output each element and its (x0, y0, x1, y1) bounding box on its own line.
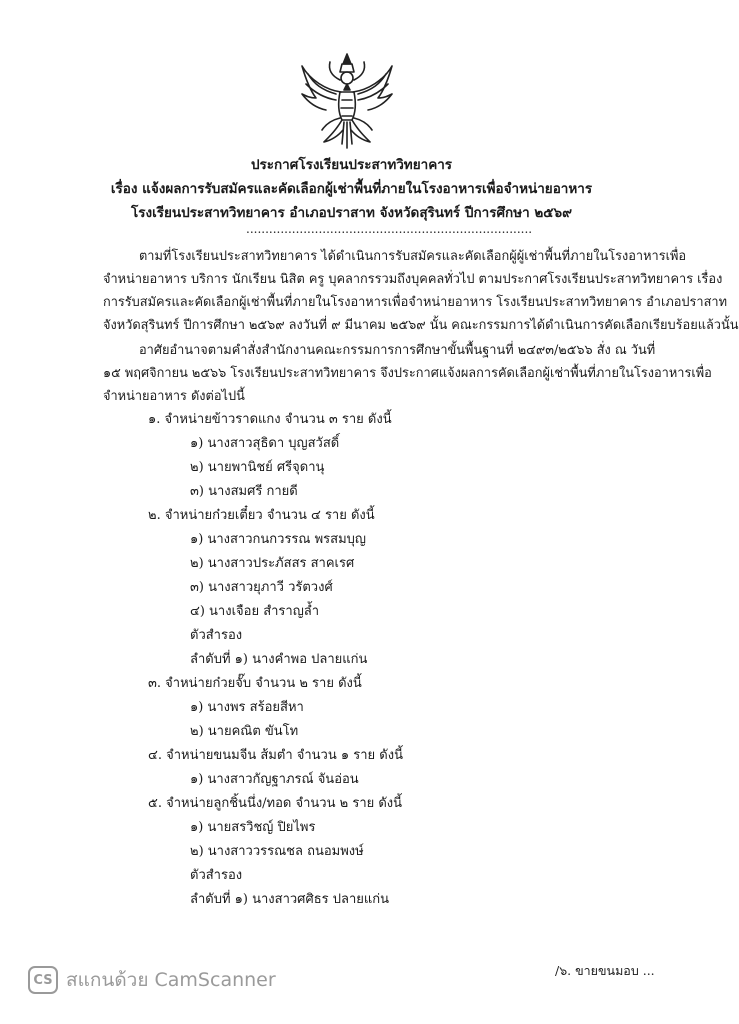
paragraph-line: ตามที่โรงเรียนประสาทวิทยาคาร ได้ดำเนินการรับสมัครและคัดเลือกผู้ผู้เช่าพื้นที่ภายในโรงอาหารเพื่อ (139, 249, 687, 264)
group-heading: ๓. จำหน่ายก๋วยจั๊บ จำนวน ๒ ราย ดังนี้ (148, 676, 362, 691)
paragraph-line: อาศัยอำนาจตามคำสั่งสำนักงานคณะกรรมการการศึกษาขั้นพื้นฐานที่ ๒๔๙๓/๒๕๖๖ สั่ง ณ วันที่ (139, 343, 656, 358)
announcement-school-line: โรงเรียนประสาทวิทยาคาร อำเภอปราสาท จังหวัดสุรินทร์ ปีการศึกษา ๒๕๖๙ (131, 205, 572, 221)
continued-marker: /๖. ขายขนมอบ ... (555, 963, 655, 978)
list-item: ๑) นางสาวสุธิดา บุญสวัสดิ์ (190, 436, 340, 451)
garuda-emblem-icon (296, 50, 398, 154)
group-heading: ๒. จำหน่ายก๋วยเตี๋ยว จำนวน ๔ ราย ดังนี้ (148, 508, 375, 523)
reserve-item: ลำดับที่ ๑) นางคำพอ ปลายแก่น (190, 652, 368, 667)
list-item: ๒) นางสาวประภัสสร สาคเรศ (190, 556, 355, 571)
list-item: ๓) นางสมศรี กายดี (190, 484, 298, 499)
list-item: ๑) นายสรวิชญ์ ปิยไพร (190, 820, 316, 835)
list-item: ๓) นางสาวยุภาวี วรัตวงศ์ (190, 580, 333, 595)
paragraph-line: จำหน่ายอาหาร ดังต่อไปนี้ (103, 389, 245, 404)
list-item: ๒) นายพานิชย์ ศรีจุดานุ (190, 460, 325, 475)
list-item: ๒) นายคณิต ขันโท (190, 724, 299, 739)
announcement-title: ประกาศโรงเรียนประสาทวิทยาคาร (250, 157, 453, 173)
list-item: ๒) นางสาววรรณชล ถนอมพงษ์ (190, 844, 364, 859)
paragraph-line: จำหน่ายอาหาร บริการ นักเรียน นิสิต ครู บุคลากรรวมถึงบุคคลทั่วไป ตามประกาศโรงเรียนประสาทวิทยาคาร เรื่อง (103, 272, 723, 287)
separator-dots: ........................................................................... (246, 222, 533, 236)
paragraph-line: จังหวัดสุรินทร์ ปีการศึกษา ๒๕๖๙ ลงวันที่ ๙ มีนาคม ๒๕๖๙ นั้น คณะกรรมการได้ดำเนินการคัดเลือกเรียบร้อยแล้วนั้น (103, 318, 739, 333)
reserve-item: ลำดับที่ ๑) นางสาวศศิธร ปลายแก่น (190, 892, 390, 907)
reserve-label: ตัวสำรอง (190, 868, 243, 883)
list-item: ๑) นางพร สร้อยสีหา (190, 700, 304, 715)
list-item: ๔) นางเจือย สำราญล้ำ (190, 604, 320, 619)
announcement-subject: เรื่อง แจ้งผลการรับสมัครและคัดเลือกผู้เช่าพื้นที่ภายในโรงอาหารเพื่อจำหน่ายอาหาร (110, 181, 593, 197)
watermark-text: สแกนด้วย CamScanner (66, 969, 276, 991)
list-item: ๑) นางสาวกนกวรรณ พรสมบุญ (190, 532, 366, 547)
group-heading: ๕. จำหน่ายลูกชิ้นนึ่ง/ทอด จำนวน ๒ ราย ดังนี้ (148, 796, 403, 811)
reserve-label: ตัวสำรอง (190, 628, 243, 643)
camscanner-logo-icon: CS (28, 966, 58, 994)
camscanner-watermark (28, 965, 276, 995)
list-item: ๑) นางสาวกัญฐาภรณ์ จันอ่อน (190, 772, 359, 787)
paragraph-line: การรับสมัครและคัดเลือกผู้เช่าพื้นที่ภายในโรงอาหารเพื่อจำหน่ายอาหาร โรงเรียนประสาทวิทยาคาร อำเภอปราสาท (103, 295, 728, 310)
paragraph-line: ๑๕ พฤศจิกายน ๒๕๖๖ โรงเรียนประสาทวิทยาคาร จึงประกาศแจ้งผลการคัดเลือกผู้เช่าพื้นที่ภายในโรงอาหารเพื่อ (103, 366, 712, 381)
group-heading: ๑. จำหน่ายข้าวราดแกง จำนวน ๓ ราย ดังนี้ (148, 412, 392, 427)
group-heading: ๔. จำหน่ายขนมจีน ส้มตำ จำนวน ๑ ราย ดังนี้ (148, 748, 403, 763)
